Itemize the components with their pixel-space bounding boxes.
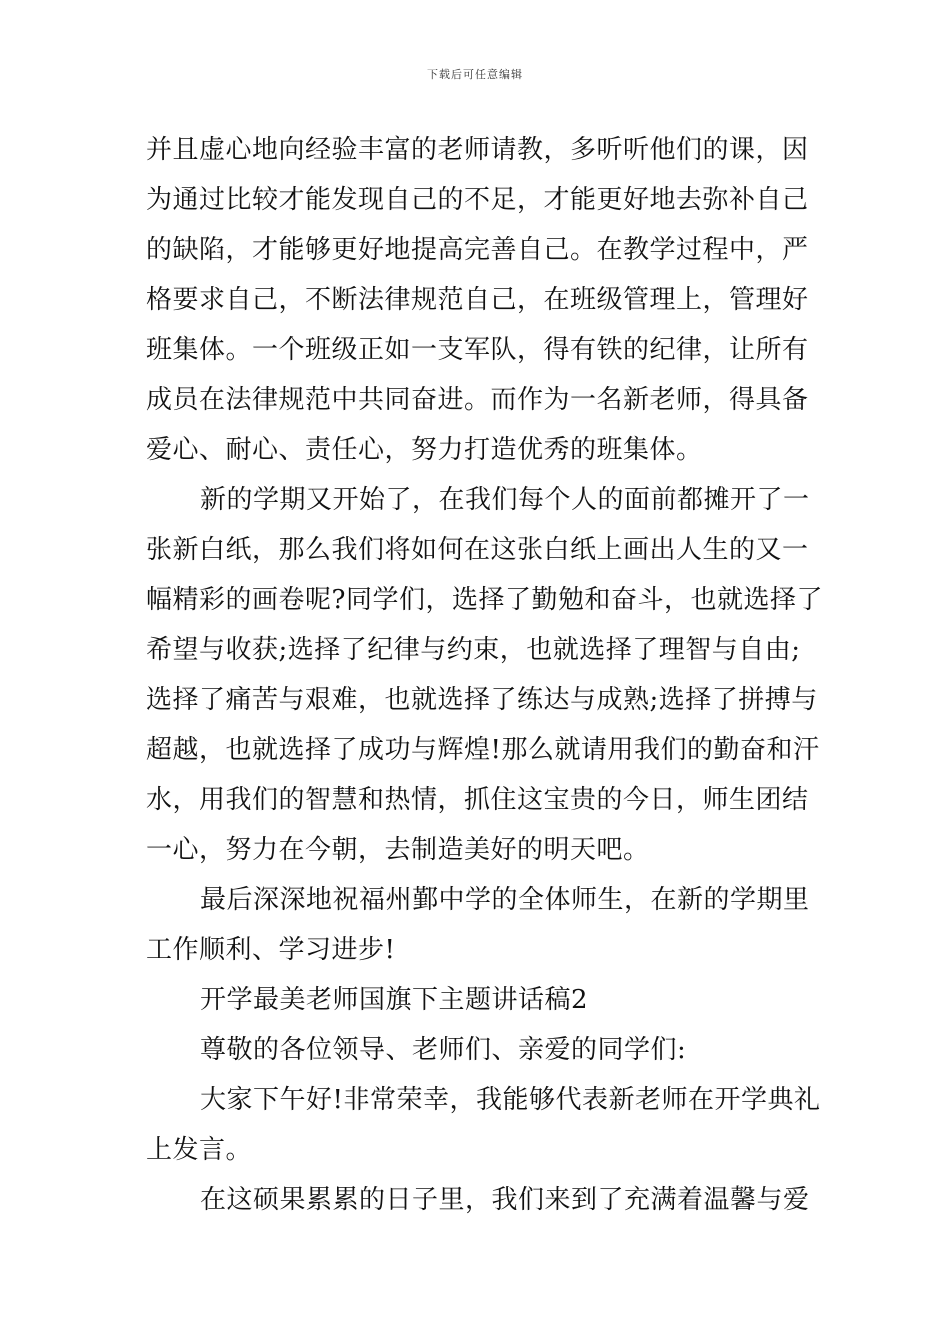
text-line: 班集体。一个班级正如一支军队，得有铁的纪律，让所有	[146, 335, 809, 365]
section-title: 开学最美老师国旗下主题讲话稿2	[200, 985, 589, 1015]
text-line: 格要求自己，不断法律规范自己，在班级管理上，管理好	[146, 285, 809, 315]
text-line: 成员在法律规范中共同奋进。而作为一名新老师，得具备	[146, 385, 809, 415]
text-line: 为通过比较才能发现自己的不足，才能更好地去弥补自己	[146, 185, 809, 215]
text-line: 超越，也就选择了成功与辉煌!那么就请用我们的勤奋和汗	[146, 735, 820, 765]
document-body	[146, 125, 823, 1225]
text-line: 爱心、耐心、责任心，努力打造优秀的班集体。	[146, 435, 703, 465]
paragraph-start-line: 在这硕果累累的日子里，我们来到了充满着温馨与爱	[200, 1185, 810, 1215]
paragraph-start-line: 最后深深地祝福州鄞中学的全体师生，在新的学期里	[200, 885, 810, 915]
text-line: 工作顺利、学习进步!	[146, 935, 396, 965]
paragraph-start-line: 大家下午好!非常荣幸，我能够代表新老师在开学典礼	[200, 1085, 821, 1115]
text-line: 水，用我们的智慧和热情，抓住这宝贵的今日，师生团结	[146, 785, 809, 815]
salutation: 尊敬的各位领导、老师们、亲爱的同学们:	[200, 1035, 687, 1065]
text-line: 上发言。	[146, 1135, 253, 1165]
text-line: 的缺陷，才能够更好地提高完善自己。在教学过程中，严	[146, 235, 809, 265]
text-line: 选择了痛苦与艰难，也就选择了练达与成熟;选择了拼搏与	[146, 685, 818, 715]
text-line: 并且虚心地向经验丰富的老师请教，多听听他们的课，因	[146, 135, 809, 165]
paragraph-start-line: 新的学期又开始了，在我们每个人的面前都摊开了一	[200, 485, 810, 515]
text-line: 希望与收获;选择了纪律与约束，也就选择了理智与自由;	[146, 635, 801, 665]
text-line: 幅精彩的画卷呢?同学们，选择了勤勉和奋斗，也就选择了	[146, 585, 823, 615]
page-header: 下载后可任意编辑	[427, 68, 523, 81]
text-line: 张新白纸，那么我们将如何在这张白纸上画出人生的又一	[146, 535, 809, 565]
text-line: 一心，努力在今朝，去制造美好的明天吧。	[146, 835, 650, 865]
